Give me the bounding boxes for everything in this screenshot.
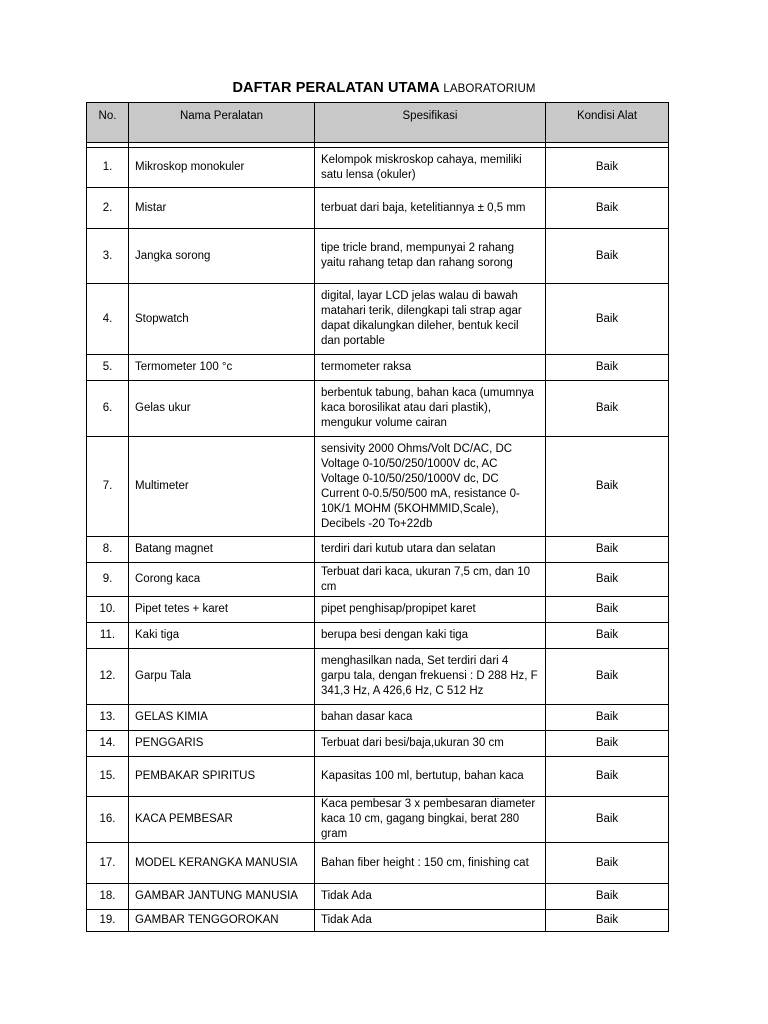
cell-nama: Termometer 100 °c (129, 355, 315, 381)
cell-spesifikasi: Kaca pembesar 3 x pembesaran diameter kaca 10 cm, gagang bingkai, berat 280 gram (315, 797, 546, 843)
cell-spesifikasi: pipet penghisap/propipet karet (315, 597, 546, 623)
cell-no: 4. (87, 284, 129, 355)
header-nama: Nama Peralatan (129, 103, 315, 143)
equipment-table (86, 102, 669, 932)
cell-spesifikasi: digital, layar LCD jelas walau di bawah matahari terik, dilengkapi tali strap agar dapat dikalungkan dileher, bentuk kecil dan portable (315, 284, 546, 355)
cell-kondisi: Baik (546, 284, 669, 355)
cell-no: 9. (87, 563, 129, 597)
cell-spesifikasi: berbentuk tabung, bahan kaca (umumnya kaca borosilikat atau dari plastik), mengukur volume cairan (315, 381, 546, 437)
cell-kondisi: Baik (546, 757, 669, 797)
cell-no: 16. (87, 797, 129, 843)
cell-kondisi: Baik (546, 229, 669, 284)
cell-kondisi: Baik (546, 910, 669, 932)
cell-spesifikasi: berupa besi dengan kaki tiga (315, 623, 546, 649)
cell-spesifikasi: tipe tricle brand, mempunyai 2 rahang yaitu rahang tetap dan rahang sorong (315, 229, 546, 284)
cell-spesifikasi: menghasilkan nada, Set terdiri dari 4 garpu tala, dengan frekuensi : D 288 Hz, F 341,3 Hz, A 426,6 Hz, C 512 Hz (315, 649, 546, 705)
cell-kondisi: Baik (546, 884, 669, 910)
cell-spesifikasi: Terbuat dari kaca, ukuran 7,5 cm, dan 10 cm (315, 563, 546, 597)
cell-no: 12. (87, 649, 129, 705)
table-row (87, 284, 669, 355)
cell-kondisi: Baik (546, 381, 669, 437)
cell-no: 6. (87, 381, 129, 437)
cell-spesifikasi: Terbuat dari besi/baja,ukuran 30 cm (315, 731, 546, 757)
cell-spesifikasi: Kapasitas 100 ml, bertutup, bahan kaca (315, 757, 546, 797)
cell-no: 17. (87, 843, 129, 884)
table-row (87, 355, 669, 381)
cell-nama: GAMBAR JANTUNG MANUSIA (129, 884, 315, 910)
cell-spesifikasi: terbuat dari baja, ketelitiannya ± 0,5 mm (315, 188, 546, 229)
table-row (87, 623, 669, 649)
header-no: No. (87, 103, 129, 143)
cell-nama: MODEL KERANGKA MANUSIA (129, 843, 315, 884)
title-main: DAFTAR PERALATAN UTAMA (232, 80, 440, 96)
title-sub: LABORATORIUM (443, 83, 536, 95)
cell-kondisi: Baik (546, 797, 669, 843)
cell-no: 13. (87, 705, 129, 731)
cell-kondisi: Baik (546, 148, 669, 188)
cell-spesifikasi: terdiri dari kutub utara dan selatan (315, 537, 546, 563)
cell-no: 15. (87, 757, 129, 797)
cell-no: 7. (87, 437, 129, 537)
table-row (87, 563, 669, 597)
cell-nama: Gelas ukur (129, 381, 315, 437)
cell-spesifikasi: Kelompok miskroskop cahaya, memiliki satu lensa (okuler) (315, 148, 546, 188)
cell-kondisi: Baik (546, 563, 669, 597)
cell-spesifikasi: sensivity 2000 Ohms/Volt DC/AC, DC Voltage 0-10/50/250/1000V dc, AC Voltage 0-10/50/250/1000V dc, DC Current 0-0.5/50/500 mA, resistance 0-10K/1 MOHM (5KOHMMID,Scale), Decibels -20 To+22db (315, 437, 546, 537)
table-row (87, 731, 669, 757)
table-row (87, 797, 669, 843)
table-row (87, 884, 669, 910)
table-row (87, 188, 669, 229)
table-row (87, 843, 669, 884)
cell-nama: GAMBAR TENGGOROKAN (129, 910, 315, 932)
cell-no: 18. (87, 884, 129, 910)
table-row (87, 381, 669, 437)
cell-no: 3. (87, 229, 129, 284)
cell-no: 5. (87, 355, 129, 381)
cell-kondisi: Baik (546, 188, 669, 229)
header-spesifikasi: Spesifikasi (315, 103, 546, 143)
cell-nama: KACA PEMBESAR (129, 797, 315, 843)
cell-nama: Mikroskop monokuler (129, 148, 315, 188)
cell-spesifikasi: Tidak Ada (315, 910, 546, 932)
cell-nama: PEMBAKAR SPIRITUS (129, 757, 315, 797)
table-row (87, 437, 669, 537)
cell-no: 10. (87, 597, 129, 623)
cell-nama: GELAS KIMIA (129, 705, 315, 731)
cell-spesifikasi: Tidak Ada (315, 884, 546, 910)
table-row (87, 705, 669, 731)
cell-spesifikasi: bahan dasar kaca (315, 705, 546, 731)
cell-kondisi: Baik (546, 731, 669, 757)
cell-nama: Mistar (129, 188, 315, 229)
table-row (87, 597, 669, 623)
cell-nama: Batang magnet (129, 537, 315, 563)
cell-kondisi: Baik (546, 649, 669, 705)
table-row (87, 148, 669, 188)
cell-no: 1. (87, 148, 129, 188)
cell-spesifikasi: Bahan fiber height : 150 cm, finishing cat (315, 843, 546, 884)
cell-nama: Stopwatch (129, 284, 315, 355)
cell-kondisi: Baik (546, 355, 669, 381)
cell-nama: Multimeter (129, 437, 315, 537)
cell-kondisi: Baik (546, 537, 669, 563)
table-row (87, 910, 669, 932)
cell-kondisi: Baik (546, 843, 669, 884)
cell-no: 19. (87, 910, 129, 932)
cell-kondisi: Baik (546, 437, 669, 537)
cell-kondisi: Baik (546, 597, 669, 623)
cell-no: 14. (87, 731, 129, 757)
table-row (87, 757, 669, 797)
cell-nama: Jangka sorong (129, 229, 315, 284)
cell-no: 2. (87, 188, 129, 229)
table-header-row (87, 103, 669, 143)
document-title (0, 80, 768, 96)
cell-nama: Kaki tiga (129, 623, 315, 649)
cell-spesifikasi: termometer raksa (315, 355, 546, 381)
cell-nama: Corong kaca (129, 563, 315, 597)
cell-no: 8. (87, 537, 129, 563)
header-kondisi: Kondisi Alat (546, 103, 669, 143)
cell-nama: Pipet tetes + karet (129, 597, 315, 623)
table-row (87, 649, 669, 705)
table-row (87, 229, 669, 284)
cell-no: 11. (87, 623, 129, 649)
table-row (87, 537, 669, 563)
cell-kondisi: Baik (546, 705, 669, 731)
table-body (87, 143, 669, 932)
cell-kondisi: Baik (546, 623, 669, 649)
cell-nama: Garpu Tala (129, 649, 315, 705)
cell-nama: PENGGARIS (129, 731, 315, 757)
